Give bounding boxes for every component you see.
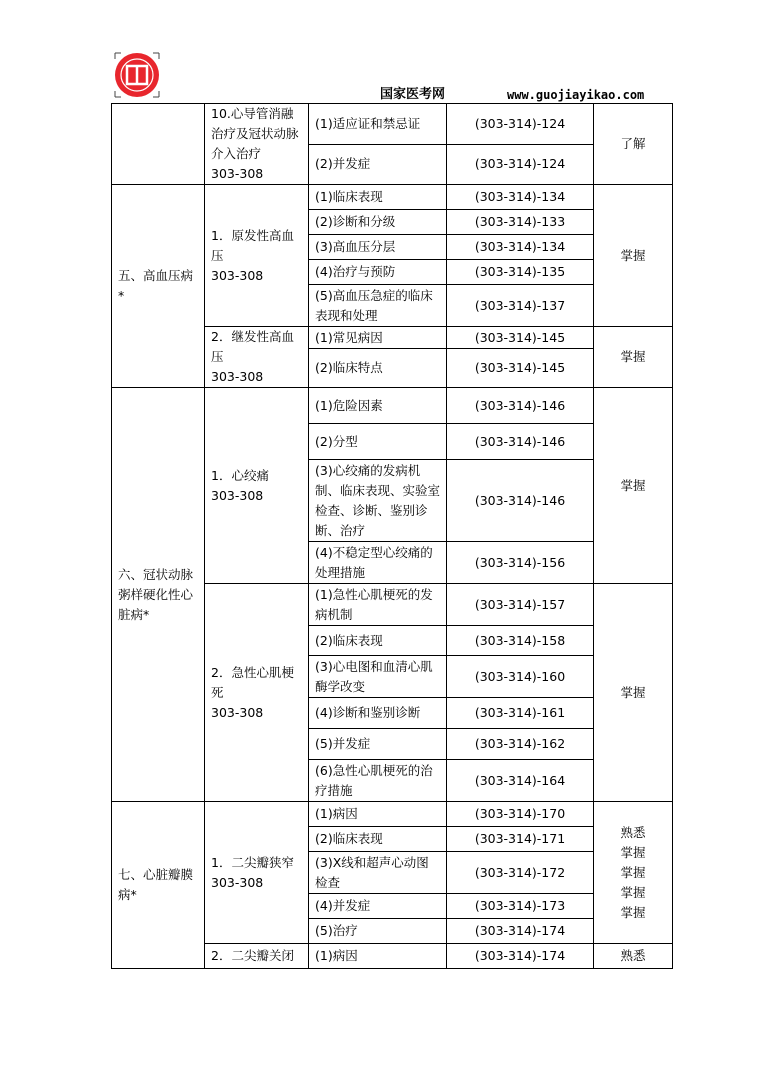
category-cell: 五、高血压病* <box>112 185 205 388</box>
ref-cell: (303-314)-171 <box>447 827 594 852</box>
ref-cell: (303-314)-174 <box>447 944 594 969</box>
level-item: 掌握 <box>620 864 646 880</box>
level-cell: 掌握 <box>594 185 673 327</box>
point-cell: (1)急性心肌梗死的发病机制 <box>309 584 447 626</box>
ref-cell: (303-314)-134 <box>447 185 594 210</box>
topic-cell <box>205 388 309 584</box>
point-cell: (2)临床特点 <box>309 349 447 388</box>
point-cell: (4)治疗与预防 <box>309 260 447 285</box>
point-cell: (1)病因 <box>309 944 447 969</box>
topic-cell <box>205 584 309 802</box>
level-item: 掌握 <box>620 844 646 860</box>
ref-cell: (303-314)-146 <box>447 460 594 542</box>
topic-pages: 303-308 <box>211 874 264 890</box>
ref-cell: (303-314)-145 <box>447 327 594 349</box>
ref-cell: (303-314)-133 <box>447 210 594 235</box>
point-cell: (2)诊断和分级 <box>309 210 447 235</box>
level-cell <box>594 802 673 944</box>
ref-cell: (303-314)-164 <box>447 760 594 802</box>
point-cell: (3)心电图和血清心肌酶学改变 <box>309 656 447 698</box>
ref-cell: (303-314)-134 <box>447 235 594 260</box>
ref-cell: (303-314)-145 <box>447 349 594 388</box>
topic-pages: 303-308 <box>211 267 264 283</box>
point-cell: (2)临床表现 <box>309 626 447 656</box>
point-cell: (5)治疗 <box>309 919 447 944</box>
topic-name: 2．继发性高血压 <box>211 329 294 364</box>
topic-pages: 303-308 <box>211 487 264 503</box>
topic-cell <box>205 802 309 944</box>
topic-pages: 303-308 <box>211 369 264 384</box>
ref-cell: (303-314)-135 <box>447 260 594 285</box>
point-cell: (4)诊断和鉴别诊断 <box>309 698 447 729</box>
topic-cell <box>205 944 309 969</box>
level-item: 掌握 <box>620 904 646 920</box>
ref-cell: (303-314)-158 <box>447 626 594 656</box>
topic-cell <box>205 104 309 185</box>
ref-cell: (303-314)-172 <box>447 852 594 894</box>
point-cell: (1)临床表现 <box>309 185 447 210</box>
category-cell: 七、心脏瓣膜病* <box>112 802 205 969</box>
category-cell <box>112 104 205 185</box>
topic-pages: 303-308 <box>211 166 264 181</box>
point-cell: (1)常见病因 <box>309 327 447 349</box>
ref-cell: (303-314)-157 <box>447 584 594 626</box>
topic-name: 1．二尖瓣狭窄 <box>211 854 294 870</box>
ref-cell: (303-314)-162 <box>447 729 594 760</box>
site-name: 国家医考网 <box>380 87 446 102</box>
point-cell: (5)高血压急症的临床表现和处理 <box>309 285 447 327</box>
level-item: 熟悉 <box>620 824 646 840</box>
syllabus-table <box>111 103 673 969</box>
topic-cell <box>205 185 309 327</box>
ref-cell: (303-314)-156 <box>447 542 594 584</box>
point-cell: (4)不稳定型心绞痛的处理措施 <box>309 542 447 584</box>
point-cell: (2)临床表现 <box>309 827 447 852</box>
point-cell: (3)心绞痛的发病机制、临床表现、实验室检查、诊断、鉴别诊断、治疗 <box>309 460 447 542</box>
topic-name: 1．心绞痛 <box>211 467 269 483</box>
ref-cell: (303-314)-161 <box>447 698 594 729</box>
ref-cell: (303-314)-170 <box>447 802 594 827</box>
point-cell: (3)高血压分层 <box>309 235 447 260</box>
site-logo <box>112 50 162 100</box>
ref-cell: (303-314)-146 <box>447 424 594 460</box>
point-cell: (1)病因 <box>309 802 447 827</box>
ref-cell: (303-314)-173 <box>447 894 594 919</box>
ref-cell: (303-314)-124 <box>447 144 594 185</box>
level-cell: 了解 <box>594 104 673 185</box>
ref-cell: (303-314)-174 <box>447 919 594 944</box>
site-url[interactable]: www.guojiayikao.com <box>507 88 645 102</box>
topic-name: 2．急性心肌梗死 <box>211 664 294 700</box>
point-cell: (3)X线和超声心动图检查 <box>309 852 447 894</box>
level-cell: 掌握 <box>594 327 673 388</box>
topic-cell <box>205 327 309 388</box>
ref-cell: (303-314)-160 <box>447 656 594 698</box>
level-cell: 掌握 <box>594 388 673 584</box>
level-cell: 掌握 <box>594 584 673 802</box>
point-cell: (1)适应证和禁忌证 <box>309 104 447 145</box>
level-item: 掌握 <box>620 884 646 900</box>
topic-pages: 303-308 <box>211 704 264 720</box>
level-cell: 熟悉 <box>594 944 673 969</box>
ref-cell: (303-314)-137 <box>447 285 594 327</box>
topic-name: 2．二尖瓣关闭 <box>211 948 294 963</box>
point-cell: (2)并发症 <box>309 144 447 185</box>
point-cell: (1)危险因素 <box>309 388 447 424</box>
point-cell: (6)急性心肌梗死的治疗措施 <box>309 760 447 802</box>
ref-cell: (303-314)-124 <box>447 104 594 145</box>
point-cell: (2)分型 <box>309 424 447 460</box>
ref-cell: (303-314)-146 <box>447 388 594 424</box>
topic-name: 10.心导管消融治疗及冠状动脉介入治疗 <box>211 106 299 161</box>
category-cell: 六、冠状动脉粥样硬化性心脏病* <box>112 388 205 802</box>
topic-name: 1．原发性高血压 <box>211 227 294 263</box>
point-cell: (5)并发症 <box>309 729 447 760</box>
point-cell: (4)并发症 <box>309 894 447 919</box>
